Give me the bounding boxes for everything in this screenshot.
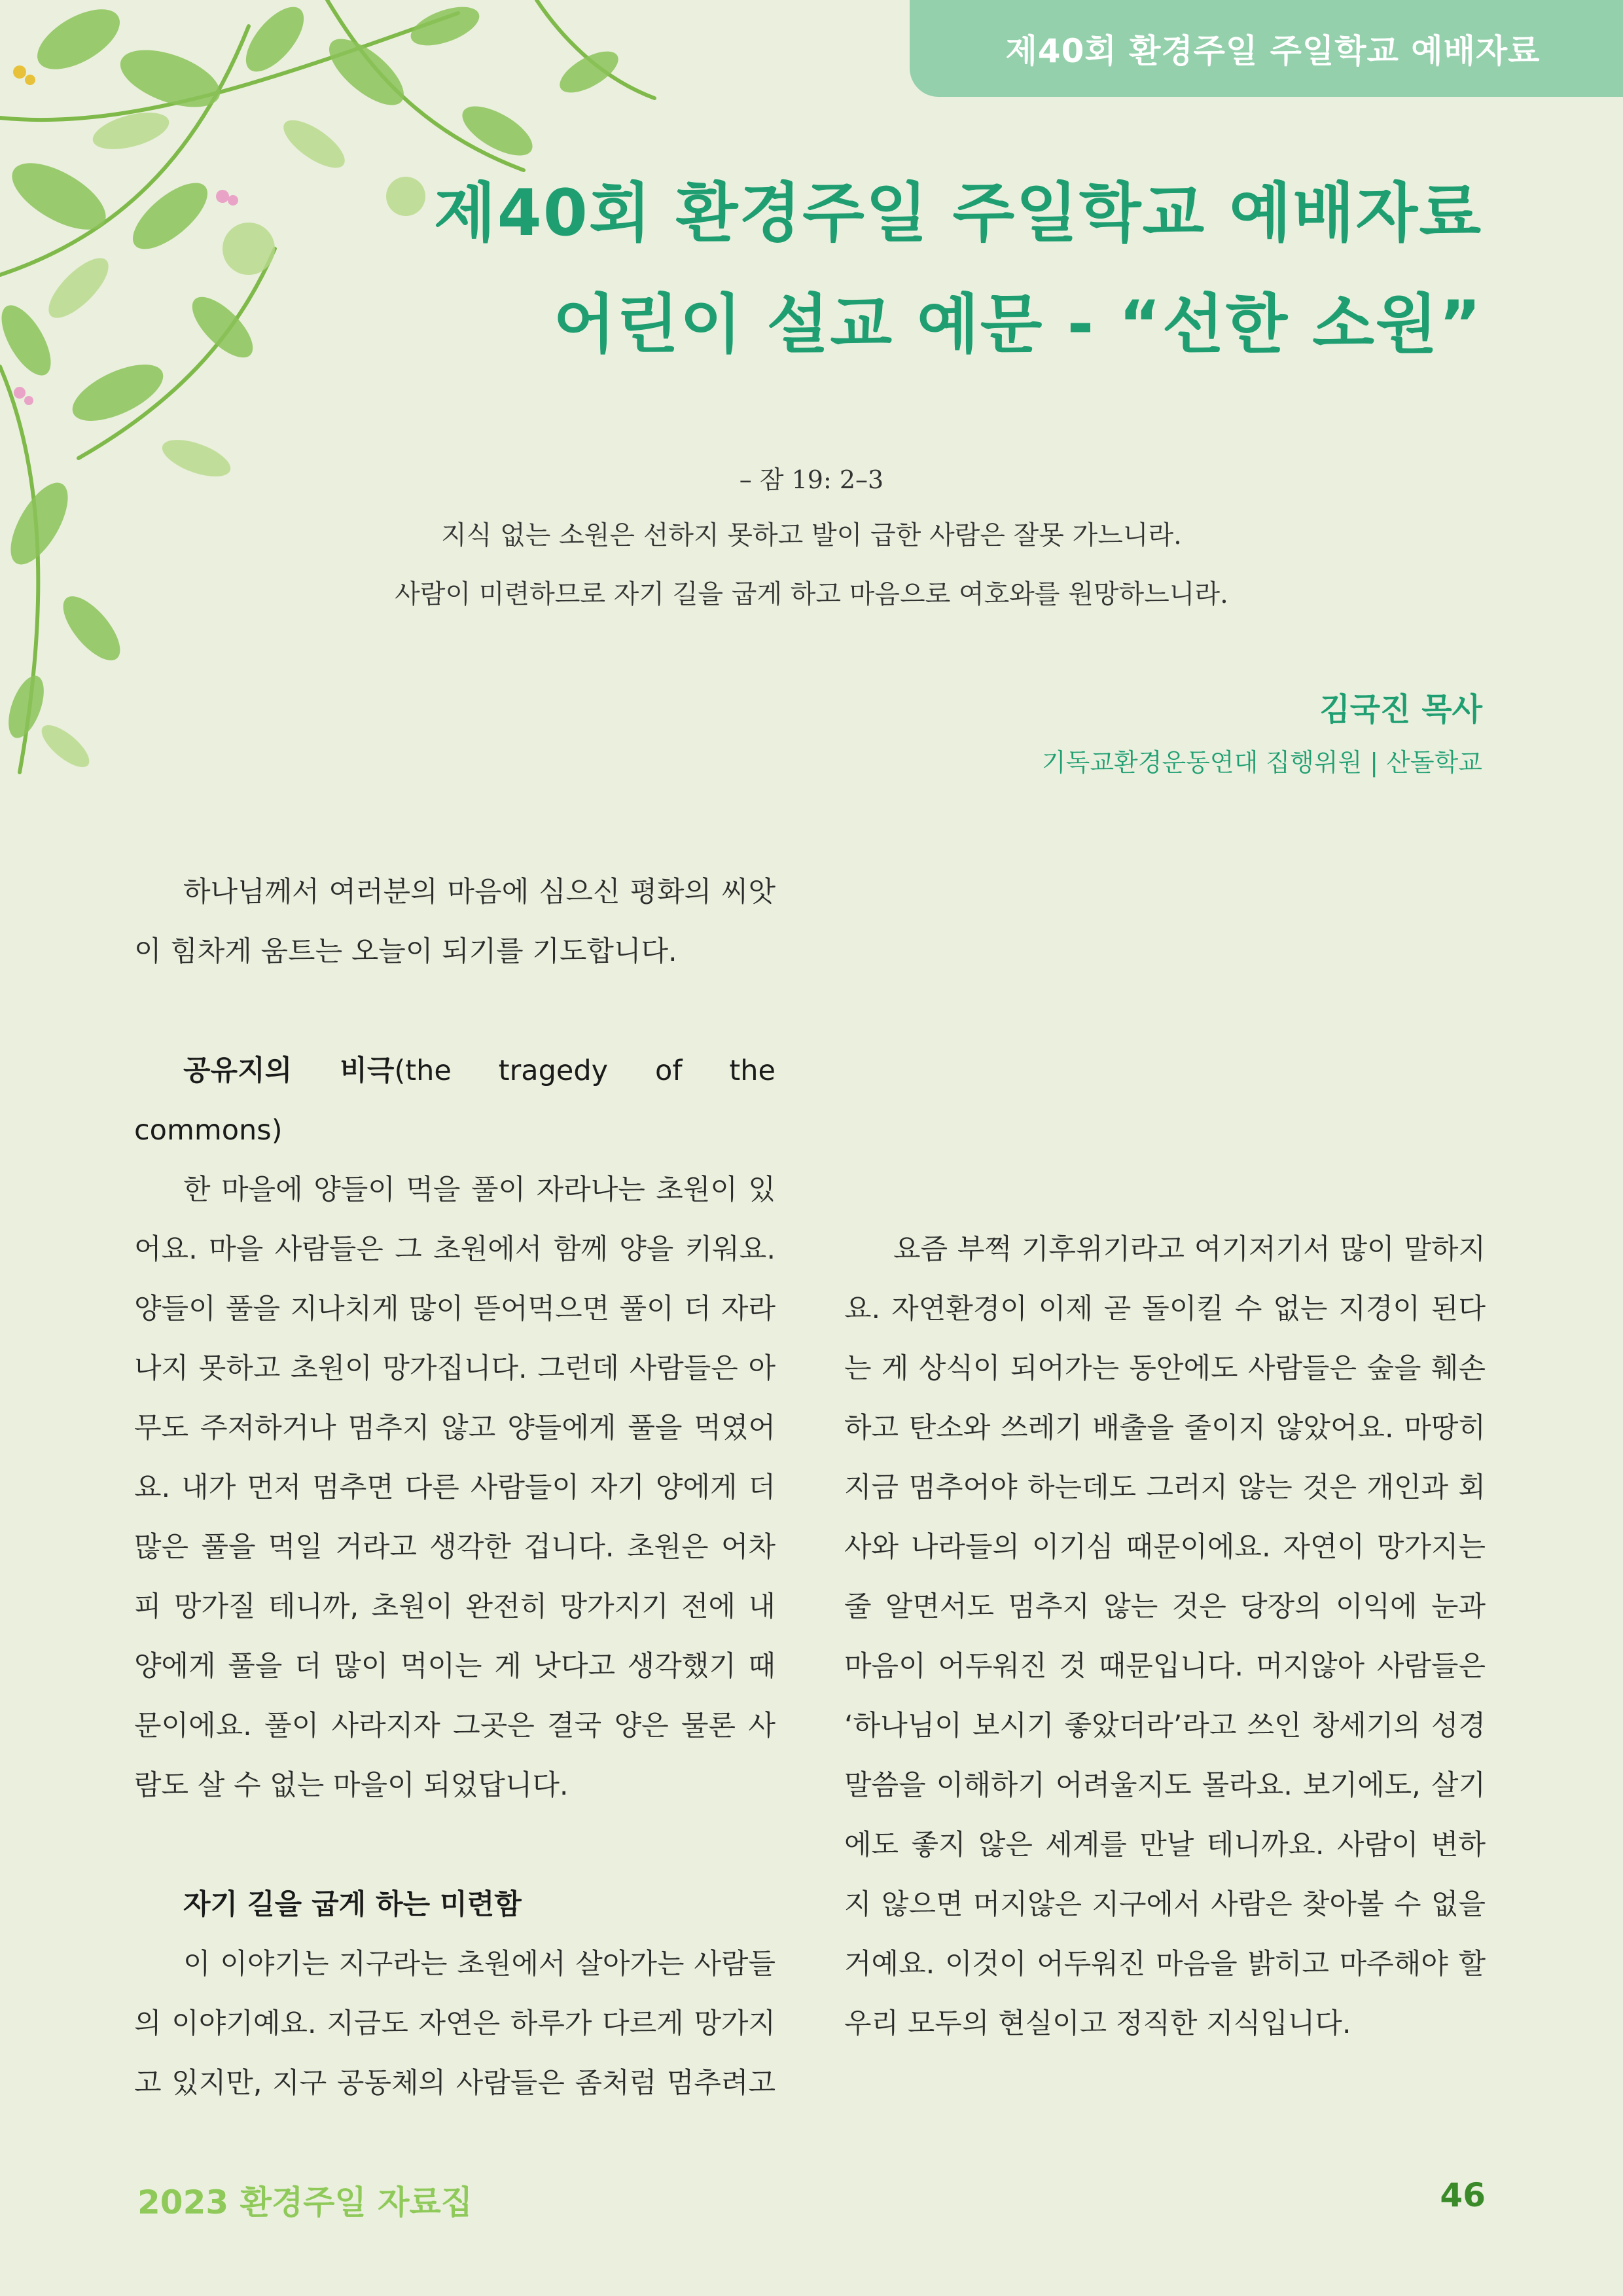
verse-line2: 사람이 미련하므로 자기 길을 굽게 하고 마음으로 여호와를 원망하느니라. [395, 579, 1228, 609]
footer-publication: 2023 환경주일 자료집 [137, 2183, 473, 2221]
header-tab: 제40회 환경주일 주일학교 예배자료 [910, 0, 1623, 97]
spacer [134, 982, 776, 1041]
section2-paragraph-2: 요즘 부쩍 기후위기라고 여기저기서 많이 말하지요. 자연환경이 이제 곧 돌이킬 수 없는 지경이 된다는 게 상식이 되어가는 동안에도 사람들은 숲을 훼손하고 탄소와 쓰레기 배출을 줄이지 않았어요. 마땅히 지금 멈추어야 하는데도 그러지 않는 것은 개인과 회사와 나라들의 이기심 때문이에요. 자연이 망가지는 줄 알면서도 멈추지 않는 것은 당장의 이익에 눈과 마음이 어두워진 것 때문입니다. 머지않아 사람들은 ‘하나님이 보시기 좋았더라’라고 쓰인 창세기의 성경말씀을 이해하기 어려울지도 몰라요. 보기에도, 살기에도 좋지 않은 세계를 만날 테니까요. 사람이 변하지 않으면 머지않은 지구에서 사람은 찾아볼 수 없을 거예요. 이것이 어두워진 마음을 밝히고 마주해야 할 우리 모두의 현실이고 정직한 지식입니다. [844, 1233, 1486, 2040]
verse-reference: – 잠 19: 2–3 [739, 465, 884, 494]
section2-heading: 자기 길을 굽게 하는 미련함 [183, 1888, 522, 1921]
intro-paragraph: 하나님께서 여러분의 마음에 심으신 평화의 씨앗이 힘차게 움트는 오늘이 되기를 기도합니다. [134, 876, 776, 968]
section2-paragraph-1: 이 이야기는 지구라는 초원에서 살아가는 사람들의 이야기예요. 지금도 자연은 하루가 다르게 망가지고 있지만, 지구 공동체의 사람들은 좀처럼 멈추려고 [134, 1948, 776, 2100]
spacer [134, 1816, 776, 1875]
section1-heading [134, 1041, 776, 1160]
section1-paragraph: 한 마을에 양들이 먹을 풀이 자라나는 초원이 있어요. 마을 사람들은 그 초원에서 함께 양을 키워요. 양들이 풀을 지나치게 많이 뜯어먹으면 풀이 더 자라나지 못하고 초원이 망가집니다. 그런데 사람들은 아무도 주저하거나 멈추지 않고 양들에게 풀을 먹였어요. 내가 먼저 멈추면 다른 사람들이 자기 양에게 더 많은 풀을 먹일 거라고 생각한 겁니다. 초원은 어차피 망가질 테니까, 초원이 완전히 망가지기 전에 내 양에게 풀을 더 많이 먹이는 게 낫다고 생각했기 때문이에요. 풀이 사라지자 그곳은 결국 양은 물론 사람도 살 수 없는 마을이 되었답니다. [134, 1174, 776, 1802]
page-number: 46 [1440, 2176, 1486, 2214]
leaf-decoration [0, 0, 694, 785]
section1-heading-en: (the tragedy of the commons) [134, 1054, 776, 1147]
body-column-right [844, 863, 1486, 2054]
page-title-line2: 어린이 설교 예문 - “선한 소원” [553, 287, 1482, 362]
page-title-line1: 제40회 환경주일 주일학교 예배자료 [433, 176, 1482, 251]
author-name: 김국진 목사 [1319, 691, 1482, 728]
section1-heading-ko: 공유지의 비극 [183, 1054, 395, 1087]
body-column-left [134, 863, 776, 2113]
verse-line1: 지식 없는 소원은 선하지 못하고 발이 급한 사람은 잘못 가느니라. [441, 520, 1182, 550]
author-role: 기독교환경운동연대 집행위원 | 산돌학교 [1041, 748, 1482, 777]
